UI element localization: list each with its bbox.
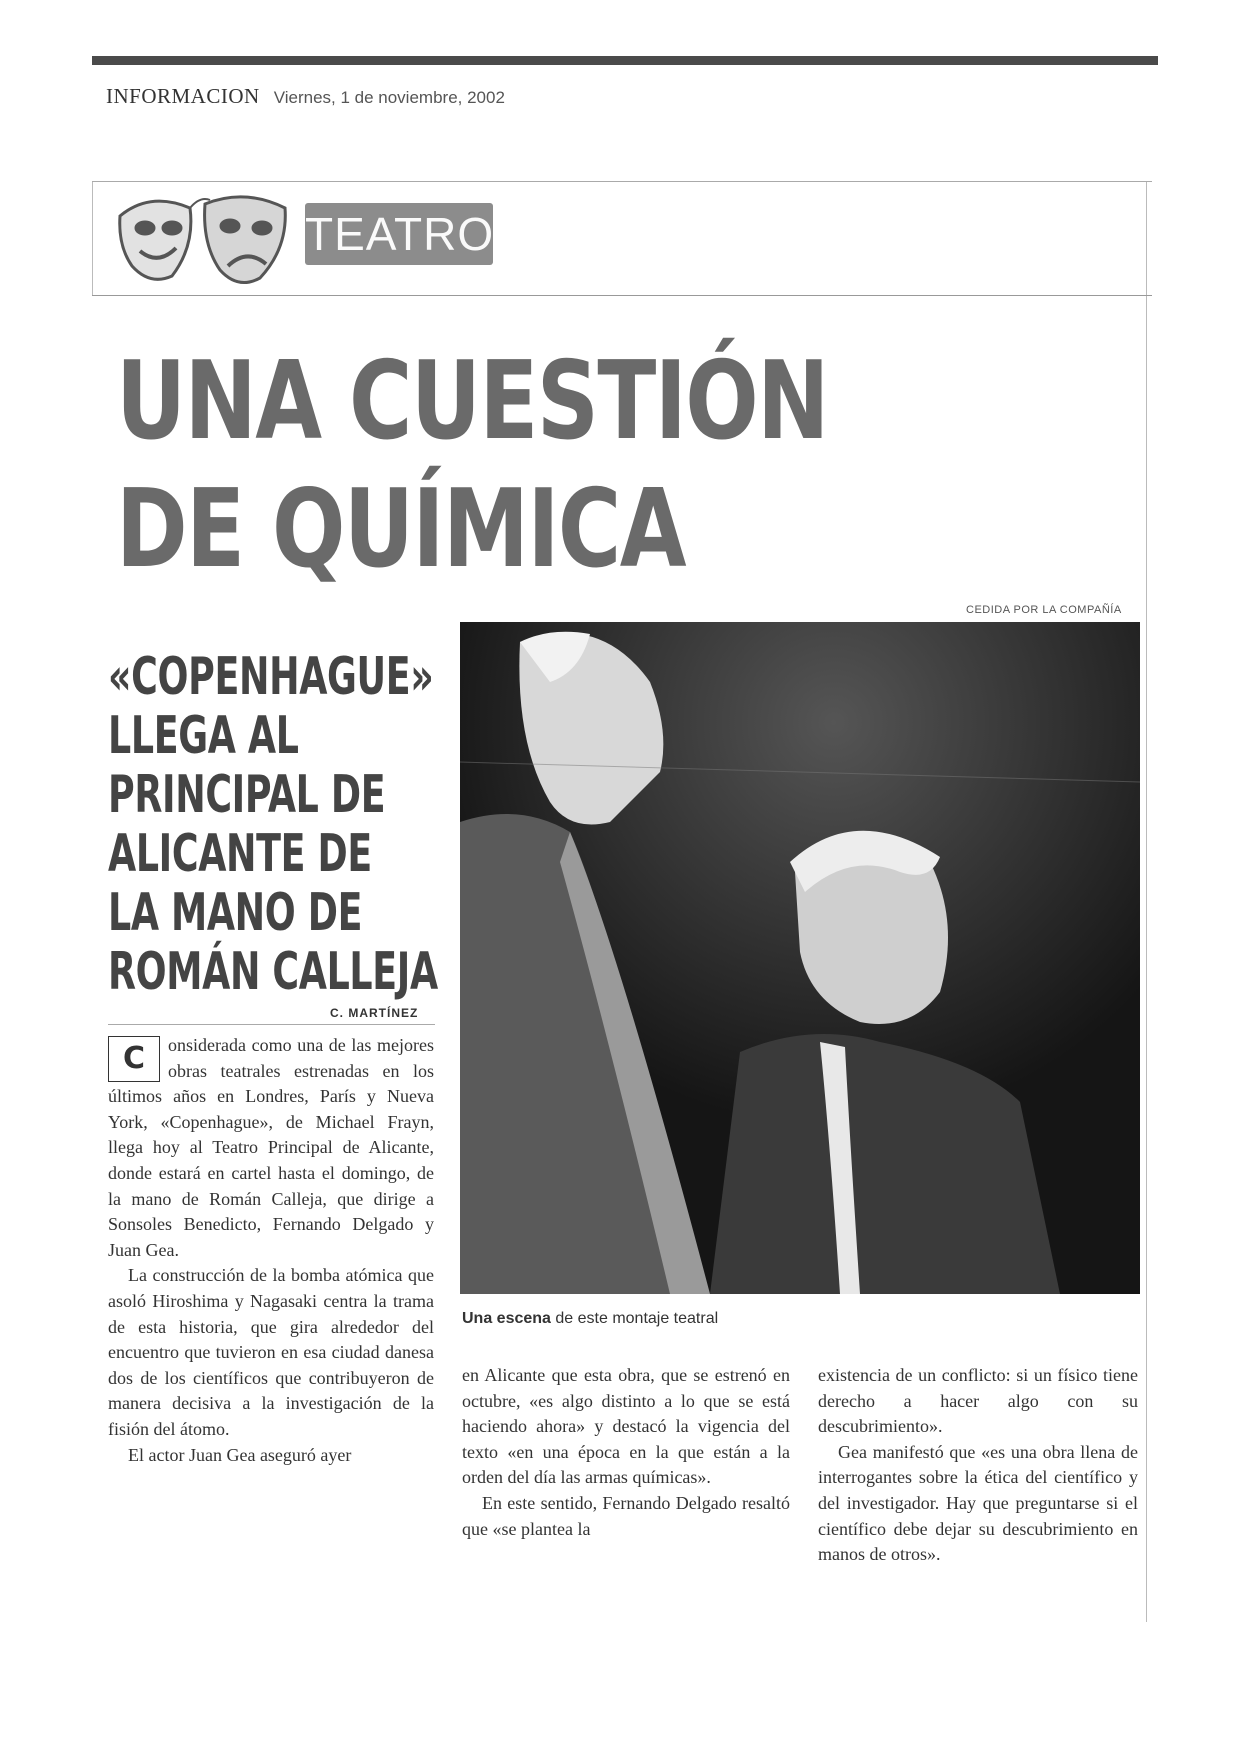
- subheadline-line: ROMÁN CALLEJA: [108, 942, 438, 1002]
- article-paragraph: [108, 1033, 434, 1263]
- article-paragraph: En este sentido, Fernando Delgado resaltó que «se plantea la: [462, 1492, 790, 1539]
- section-left-rule: [92, 182, 93, 295]
- subheadline-line: LA MANO DE: [108, 883, 363, 943]
- masthead: [106, 84, 505, 109]
- subheadline-line: PRINCIPAL DE: [108, 765, 386, 825]
- caption-text: de este montaje teatral: [550, 1310, 719, 1327]
- article-paragraph: Gea manifestó que «es una obra llena de interrogantes sobre la ética del científico y del investigador. Hay que preguntarse si el científico debe dejar su descubrimiento en manos de otros».: [818, 1441, 1138, 1565]
- byline: C. MARTÍNEZ: [330, 1006, 419, 1020]
- subheadline-line: ALICANTE DE: [108, 824, 372, 884]
- article-paragraph: en Alicante que esta obra, que se estrenó en octubre, «es algo distinto a lo que se está haciendo ahora» y destacó la vigencia del texto «en una época en la que están a la orden del día las armas químicas».: [462, 1365, 790, 1488]
- subheadline-line: LLEGA AL: [108, 706, 299, 766]
- section-top-rule: [92, 181, 1152, 182]
- drop-cap: C: [108, 1036, 160, 1082]
- headline-line-1: UNA CUESTIÓN: [116, 339, 828, 464]
- page-right-rule: [1146, 182, 1147, 1622]
- photo-caption: [462, 1310, 718, 1328]
- section-bottom-rule: [92, 295, 1152, 296]
- headline: [116, 338, 836, 594]
- headline-line-2: DE QUÍMICA: [116, 467, 685, 592]
- paragraph-text: onsiderada como una de las mejores obras teatrales estrenadas en los últimos años en Londres, París y Nueva York, «Copenhague», de Michael Frayn, llega hoy al Teatro Principal de Alicante, donde estará en cartel hasta el domingo, de la mano de Román Calleja, que dirige a Sonsoles Benedicto, Fernando Delgado y Juan Gea.: [108, 1035, 434, 1260]
- publication-date: Viernes, 1 de noviembre, 2002: [273, 88, 505, 107]
- section-label: TEATRO: [305, 208, 495, 260]
- subheadline: [108, 648, 458, 1002]
- article-photo: [460, 622, 1140, 1294]
- byline-rule: [108, 1024, 435, 1025]
- caption-bold: Una escena: [462, 1310, 551, 1327]
- theatre-masks-icon: [110, 186, 295, 294]
- article-paragraph: existencia de un conflicto: si un físico tiene derecho a hacer algo con su descubrimiento».: [818, 1365, 1138, 1437]
- article-paragraph: La construcción de la bomba atómica que asoló Hiroshima y Nagasaki centra la trama de esta historia, que gira alrededor del encuentro que tuvieron en esa ciudad danesa dos de los científicos que contribuyeron de manera decisiva a la investigación de la fisión del átomo.: [108, 1265, 434, 1439]
- photo-credit: CEDIDA POR LA COMPAÑÍA: [966, 604, 1122, 616]
- article-column-2: [462, 1363, 790, 1542]
- top-rule: [92, 56, 1158, 65]
- article-column-1: [108, 1033, 434, 1468]
- newspaper-name: INFORMACION: [106, 84, 260, 108]
- subheadline-line: «COPENHAGUE»: [108, 647, 434, 707]
- article-column-3: [818, 1363, 1138, 1568]
- article-paragraph: El actor Juan Gea aseguró ayer: [128, 1444, 352, 1465]
